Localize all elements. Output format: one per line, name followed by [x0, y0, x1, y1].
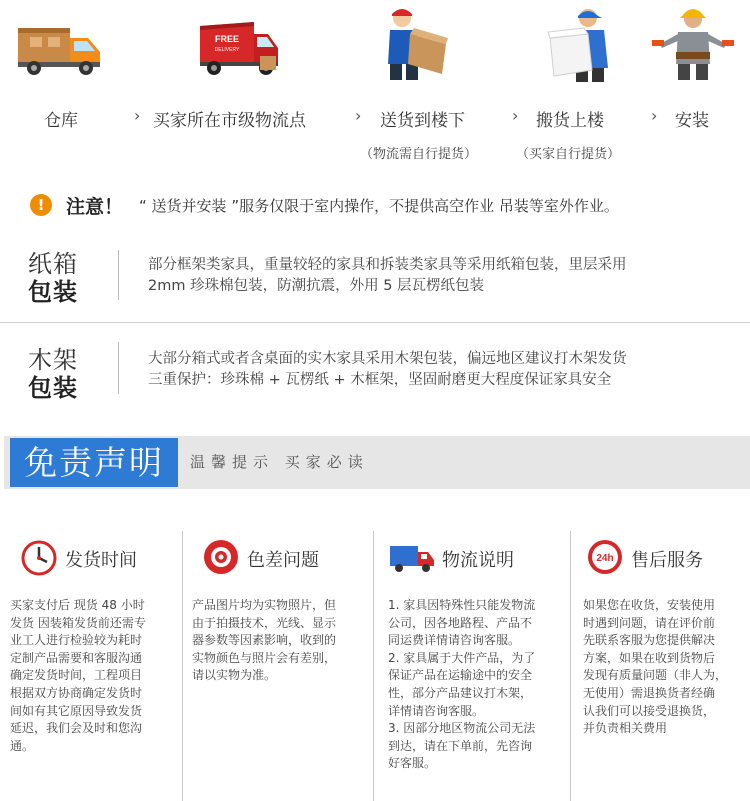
pack-title-bottom: 包装 — [28, 374, 78, 402]
step-label-downstairs: 送货到楼下 — [380, 111, 465, 131]
column-divider — [570, 531, 571, 801]
24h-icon — [586, 538, 624, 576]
column-title-logistics: 物流说明 — [442, 550, 514, 571]
notice-title: 注意！ — [66, 195, 124, 218]
pack-title-top: 木架 — [28, 346, 78, 374]
24h-badge: 24h — [596, 553, 614, 564]
divider — [118, 250, 119, 300]
pack-title-top: 纸箱 — [28, 250, 78, 278]
pack-line: 2mm 珍珠棉包装，防潮抗震，外用 5 层瓦楞纸包装 — [148, 278, 485, 294]
step-arrow: › — [651, 106, 658, 125]
column-text-logistics: 1. 家具因特殊性只能发物流 公司，因各地路程、产品不 同运费详情请咨询客服。 2. 家具属于大件产品，为了 保证产品在运输途中的安全 性，部分产品建议打木架， 详情请咨询客服。 3. 因部分地区物流公司无法 到达，请在下单前，先咨询 好客服。 — [388, 598, 536, 771]
svg-text:DELIVERY: DELIVERY — [214, 47, 240, 53]
logistics-truck-icon — [388, 538, 436, 576]
section-divider — [0, 322, 750, 323]
pack-description — [148, 255, 733, 297]
truck-icon — [16, 4, 106, 84]
step-label-install: 安装 — [675, 111, 709, 131]
disclaimer-subtitle: 温馨提示 买家必读 — [190, 453, 369, 471]
pack-line: 三重保护：珍珠棉 + 瓦楞纸 + 木框架，坚固耐磨更大程度保证家具安全 — [148, 372, 612, 388]
pack-line: 大部分箱式或者含桌面的实木家具采用木架包装，偏远地区建议打木架发货 — [148, 351, 627, 367]
column-divider — [373, 531, 374, 801]
wooden-frame-packaging-block — [0, 328, 750, 418]
carton-packaging-block — [0, 232, 750, 322]
column-text-after-sales: 如果您在收货，安装使用 时遇到问题，请在评价前 先联系客服为您提供解决 方案，如果在收到货物后 发现有质量问题（非人为， 无使用）需退换货者经确 认我们可以接受退换货， 并负责相关费用 — [583, 598, 728, 736]
pack-description — [148, 349, 733, 391]
column-title-shipping: 发货时间 — [65, 550, 137, 571]
column-text-shipping: 买家支付后 现货 48 小时 发货 因装箱发货前还需专 业工人进行检验较为耗时 定制产品需要和客服沟通 确定发货时间，工程项目 根据双方协商确定发货时 间如有其它原因导致发货 延迟，我们会及时和您沟 通。 — [10, 598, 146, 753]
divider — [118, 342, 119, 394]
step-label-warehouse: 仓库 — [44, 111, 78, 131]
column-divider — [182, 531, 183, 801]
disclaimer-title: 免责声明 — [10, 438, 178, 487]
carrying-box-icon — [536, 4, 626, 84]
warning-icon: ! — [30, 194, 52, 216]
step-label-city-logistics: 买家所在市级物流点 — [153, 111, 306, 131]
pack-title-bottom: 包装 — [28, 278, 78, 306]
free-delivery-badge: FREE — [214, 34, 240, 44]
clock-icon — [20, 538, 58, 576]
notice-bar — [30, 190, 619, 220]
notice-text: “ 送货并安装 ”服务仅限于室内操作，不提供高空作业 吊装等室外作业。 — [139, 196, 619, 215]
column-title-after-sales: 售后服务 — [631, 550, 703, 571]
disclaimer-banner — [4, 436, 750, 489]
courier-icon — [376, 4, 466, 84]
step-note-self-pickup: （物流需自行提货） — [360, 147, 478, 162]
column-title-color: 色差问题 — [247, 550, 319, 571]
installer-icon — [648, 4, 738, 84]
step-label-upstairs: 搬货上楼 — [536, 111, 604, 131]
camera-icon — [202, 538, 240, 576]
step-arrow: › — [355, 106, 362, 125]
delivery-truck-icon — [194, 4, 284, 84]
step-note-buyer-pickup: （买家自行提货） — [516, 147, 621, 162]
step-arrow: › — [512, 106, 519, 125]
pack-line: 部分框架类家具，重量较轻的家具和拆装类家具等采用纸箱包装，里层采用 — [148, 257, 627, 273]
step-arrow: › — [134, 106, 141, 125]
column-text-color: 产品图片均为实物照片，但 由于拍摄技术，光线、显示 器参数等因素影响，收到的 实物颜色与照片会有差别， 请以实物为准。 — [192, 598, 337, 683]
